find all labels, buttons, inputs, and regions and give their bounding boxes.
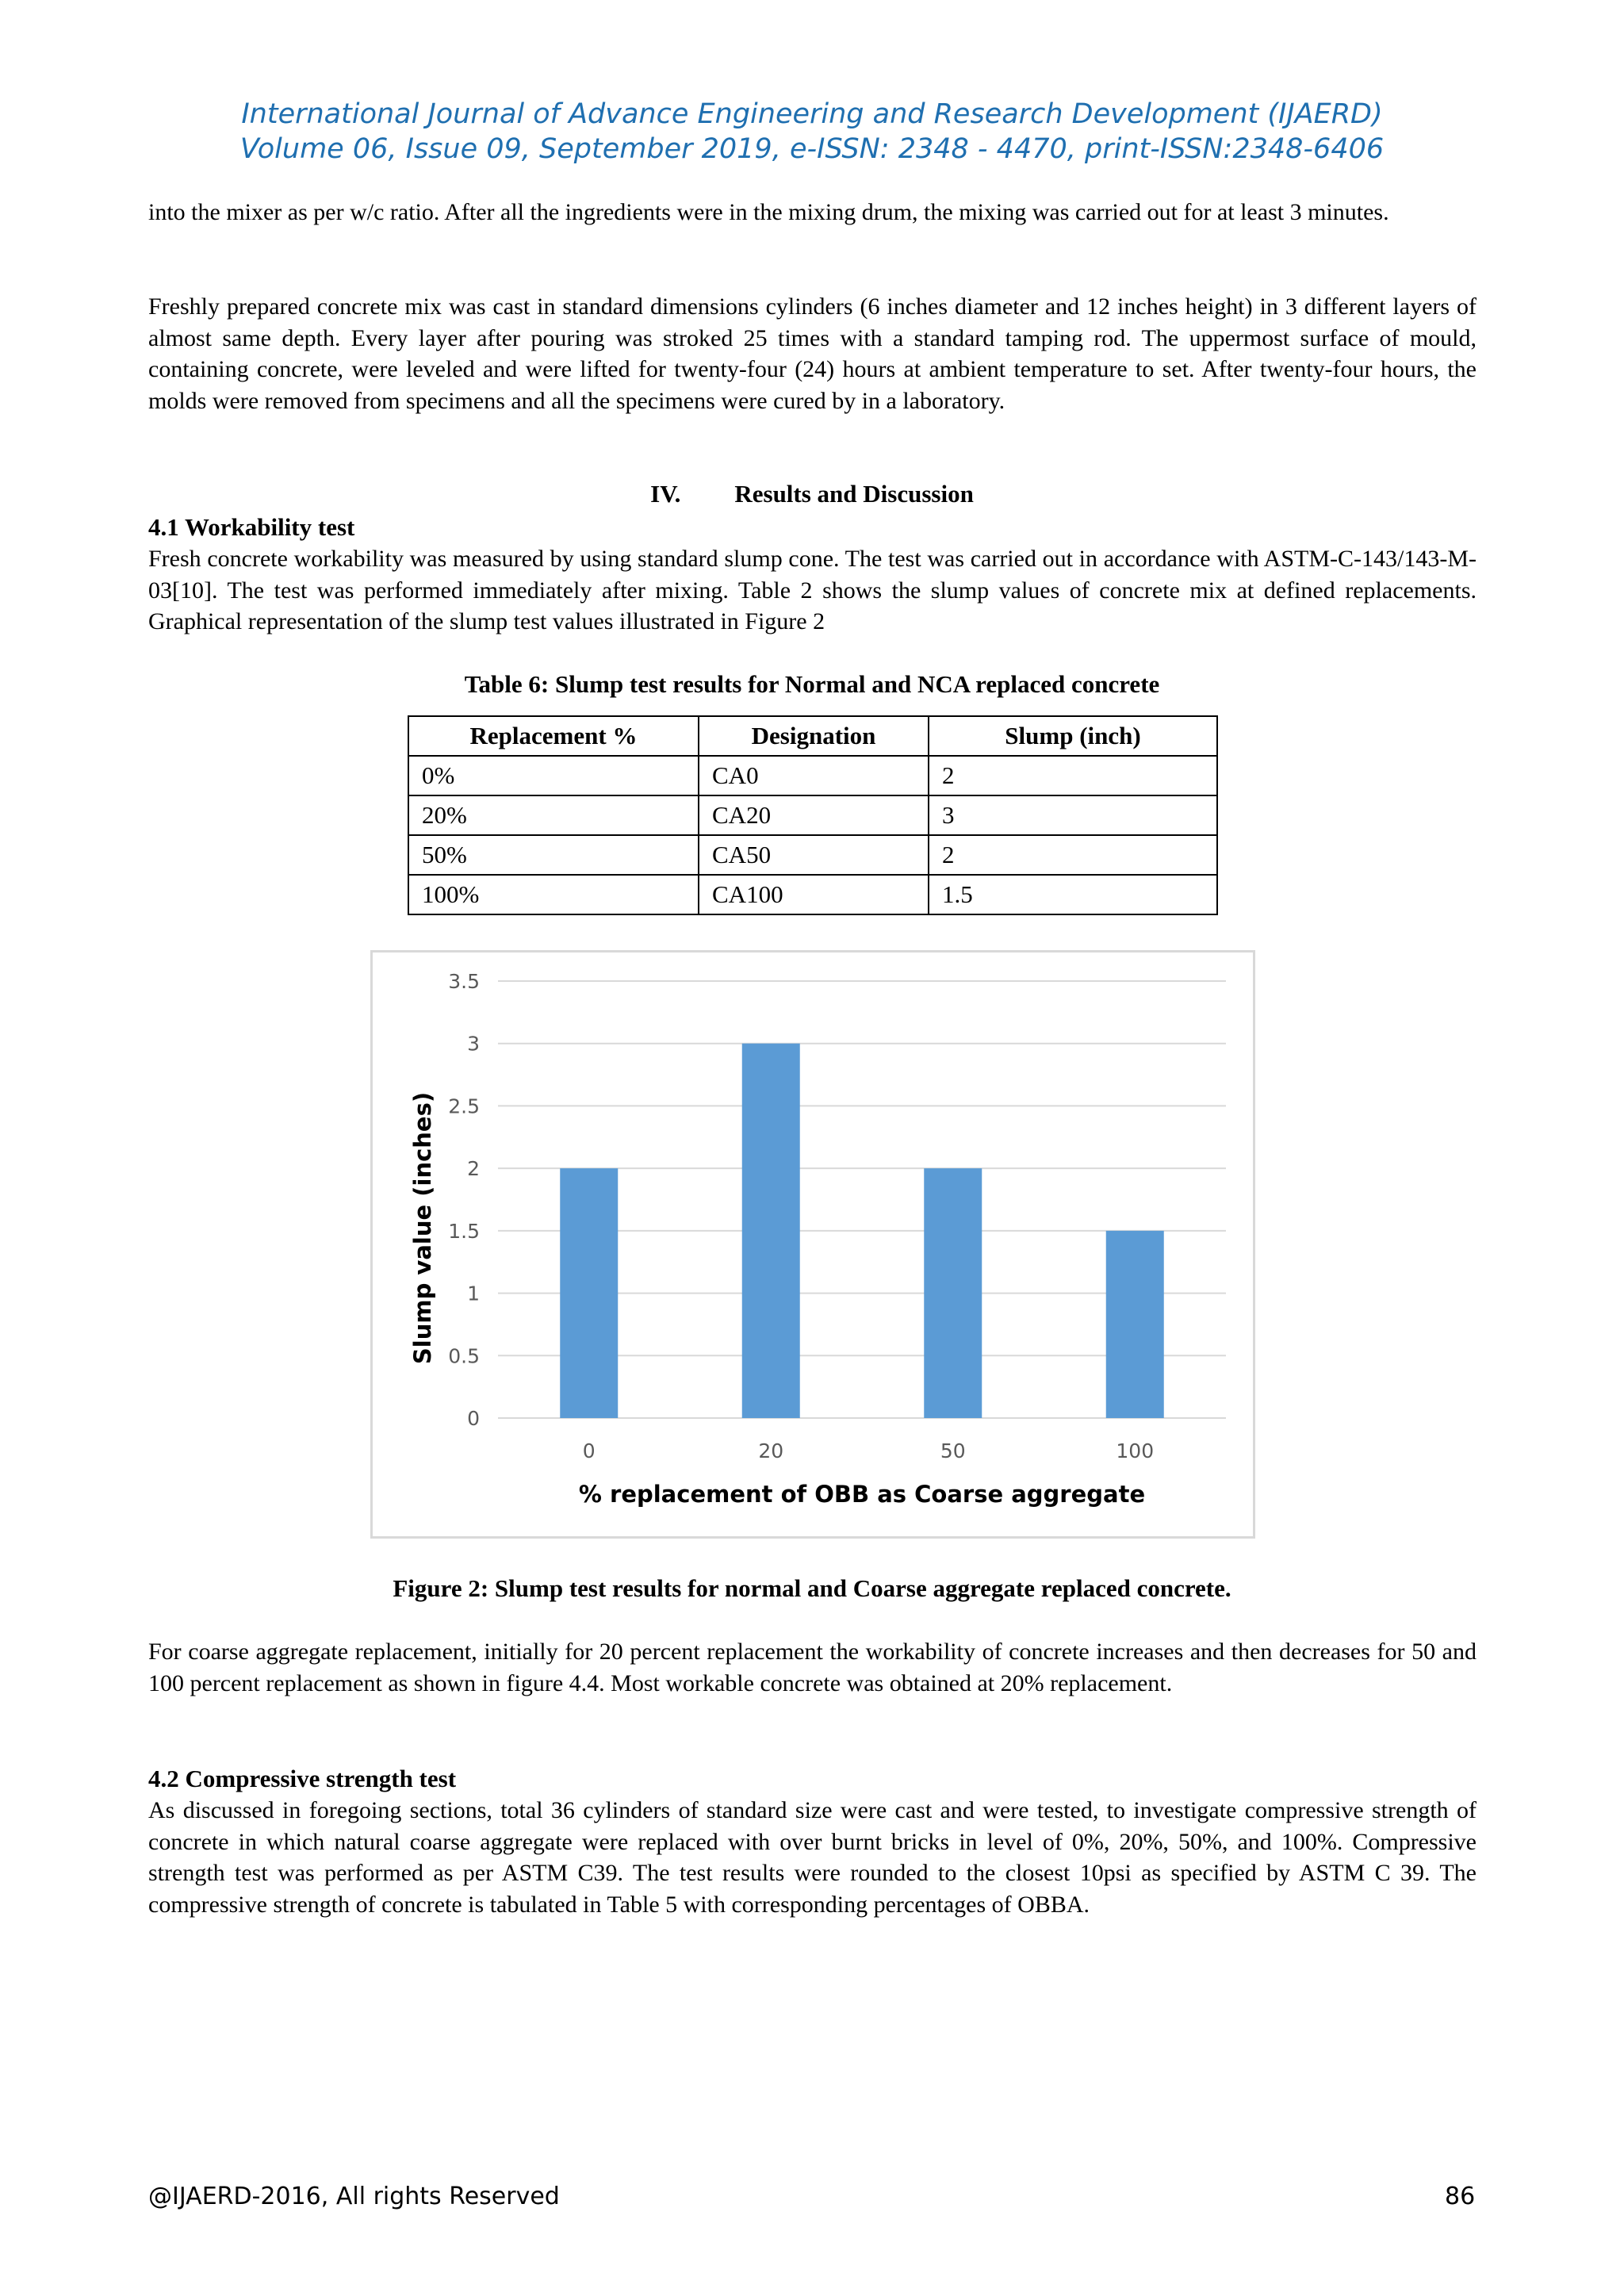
header-slump: Slump (inch) <box>929 716 1217 756</box>
slump-chart-svg <box>373 953 1253 1536</box>
section-number: IV. <box>650 480 681 508</box>
x-tick-label: 50 <box>940 1439 966 1462</box>
header-replacement: Replacement % <box>408 716 699 756</box>
bar <box>1106 1231 1164 1418</box>
bar <box>560 1168 618 1418</box>
section-title: Results and Discussion <box>734 480 974 508</box>
cell-replacement: 20% <box>408 795 699 835</box>
y-tick-label: 0 <box>467 1407 480 1430</box>
slump-chart <box>370 950 1255 1539</box>
cell-replacement: 0% <box>408 756 699 795</box>
table-row <box>408 835 1217 875</box>
x-tick-label: 20 <box>758 1439 784 1462</box>
cell-slump: 1.5 <box>929 875 1217 914</box>
table-row <box>408 875 1217 914</box>
cell-replacement: 100% <box>408 875 699 914</box>
paragraph-compressive: As discussed in foregoing sections, total 36 cylinders of standard size were cast and were tested, to investigate compressive strength of concrete in which natural coarse aggregate were replaced with over burnt bricks in level of 0%, 20%, 50%, and 100%. Compressive strength test was performed as per ASTM C39. The test results were rounded to the closest 10psi as specified by ASTM C 39. The compressive strength of concrete is tabulated in Table 5 with corresponding percentages of OBBA. <box>148 1797 1477 1918</box>
paragraph-workability-discussion: For coarse aggregate replacement, initially for 20 percent replacement the workability of concrete increases and then decreases for 50 and 100 percent replacement as shown in figure 4.4. Most workable concrete was obtained at 20% replacement. <box>148 1639 1477 1696</box>
x-tick-label: 0 <box>582 1439 596 1462</box>
table-caption: Table 6: Slump test results for Normal and NCA replaced concrete <box>464 670 1160 698</box>
cell-replacement: 50% <box>408 835 699 875</box>
subsection-workability: 4.1 Workability test <box>148 513 355 541</box>
table-row <box>408 795 1217 835</box>
x-tick-label: 100 <box>1116 1439 1155 1462</box>
subsection-compressive: 4.2 Compressive strength test <box>148 1765 457 1792</box>
table-row <box>408 756 1217 795</box>
cell-slump: 3 <box>929 795 1217 835</box>
bar <box>742 1044 800 1418</box>
y-tick-label: 3.5 <box>448 970 480 993</box>
y-tick-label: 2 <box>467 1157 480 1181</box>
cell-designation: CA20 <box>699 795 929 835</box>
section-heading <box>0 478 1624 510</box>
x-axis-label: % replacement of OBB as Coarse aggregate <box>578 1481 1146 1508</box>
y-tick-label: 1 <box>467 1282 480 1305</box>
slump-table <box>408 715 1218 915</box>
y-tick-label: 2.5 <box>448 1094 480 1118</box>
cell-designation: CA100 <box>699 875 929 914</box>
cell-slump: 2 <box>929 756 1217 795</box>
y-tick-label: 0.5 <box>448 1344 480 1368</box>
y-axis-label: Slump value (inches) <box>409 1091 436 1365</box>
y-tick-label: 1.5 <box>448 1219 480 1243</box>
table-header-row <box>408 716 1217 756</box>
figure-caption: Figure 2: Slump test results for normal and Coarse aggregate replaced concrete. <box>393 1574 1231 1602</box>
cell-designation: CA0 <box>699 756 929 795</box>
bar <box>924 1168 982 1418</box>
journal-title: International Journal of Advance Engineering and Research Development (IJAERD) <box>241 98 1383 130</box>
paragraph-casting: Freshly prepared concrete mix was cast in standard dimensions cylinders (6 inches diameter and 12 inches height) in 3 different layers of almost same depth. Every layer after pouring was stroked 25 times with a standard tamping rod. The uppermost surface of mould, containing concrete, were leveled and were lifted for twenty-four (24) hours at ambient temperature to set. After twenty-four hours, the molds were removed from specimens and all the specimens were cured by in a laboratory. <box>148 293 1477 414</box>
footer-copyright: @IJAERD-2016, All rights Reserved <box>148 2183 560 2210</box>
page-number: 86 <box>1445 2183 1476 2210</box>
cell-designation: CA50 <box>699 835 929 875</box>
journal-header <box>0 97 1624 167</box>
journal-issue-info: Volume 06, Issue 09, September 2019, e-ISSN: 2348 - 4470, print-ISSN:2348-6406 <box>239 133 1385 165</box>
paragraph-workability: Fresh concrete workability was measured by using standard slump cone. The test was carried out in accordance with ASTM-C-143/143-M-03[10]. The test was performed immediately after mixing. Table 2 shows the slump values of concrete mix at defined replacements. Graphical representation of the slump test values illustrated in Figure 2 <box>148 546 1477 634</box>
header-designation: Designation <box>699 716 929 756</box>
cell-slump: 2 <box>929 835 1217 875</box>
paragraph-mixing: into the mixer as per w/c ratio. After all the ingredients were in the mixing drum, the mixing was carried out for at least 3 minutes. <box>148 199 1389 225</box>
y-tick-label: 3 <box>467 1032 480 1056</box>
